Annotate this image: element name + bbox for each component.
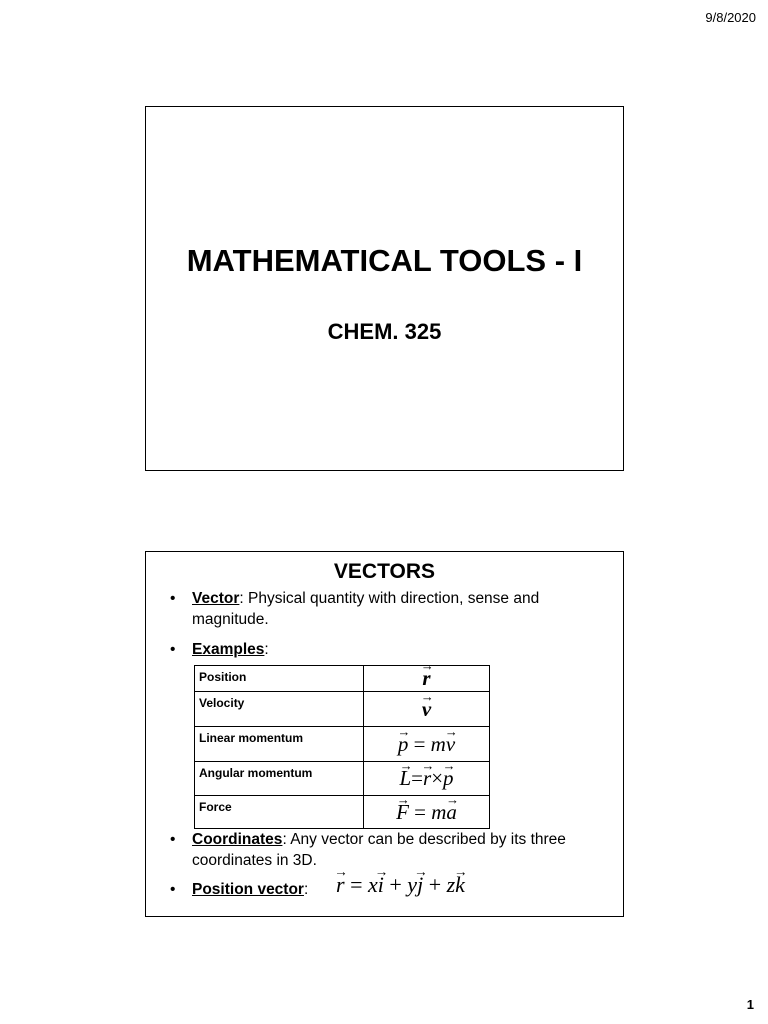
row-equation: → F = m→ a xyxy=(364,796,490,829)
bullet-dot: • xyxy=(170,590,176,607)
table-row xyxy=(195,796,490,829)
bullet-dot: • xyxy=(170,831,176,848)
row-label: Position xyxy=(195,666,364,692)
bullet-text: : xyxy=(303,881,309,898)
bullet-text: : Any vector can be described by its three coordinates in 3D. xyxy=(192,831,566,869)
slide-title: VECTORS xyxy=(333,560,436,583)
row-label: Linear momentum xyxy=(195,727,364,762)
vectors-slide xyxy=(145,551,624,917)
bullet-text: : Physical quantity with direction, sense and magnitude. xyxy=(192,590,540,628)
header-date: 9/8/2020 xyxy=(705,10,756,25)
bullet-coordinates xyxy=(170,829,609,871)
bullet-dot: • xyxy=(170,641,176,658)
row-label: Force xyxy=(195,796,364,829)
title-slide xyxy=(145,106,624,471)
bullet-keyword: Coordinates xyxy=(192,831,283,848)
row-equation: → v xyxy=(364,692,490,727)
table-row xyxy=(195,762,490,796)
row-equation: → r xyxy=(364,666,490,692)
slide-title: MATHEMATICAL TOOLS - I xyxy=(186,243,583,278)
bullet-text: : xyxy=(264,641,269,658)
page-number: 1 xyxy=(746,997,754,1012)
bullet-examples xyxy=(170,639,609,660)
bullet-dot: • xyxy=(170,881,176,898)
bullet-keyword: Vector xyxy=(192,590,240,607)
table-row xyxy=(195,727,490,762)
row-equation: → p = m→ v xyxy=(364,727,490,762)
bullet-vector xyxy=(170,588,609,630)
table-row xyxy=(195,692,490,727)
position-vector-equation: → r = x→ i + y→ j + z→ k xyxy=(336,872,465,898)
bullet-keyword: Position vector xyxy=(192,881,304,898)
row-label: Velocity xyxy=(195,692,364,727)
table-row xyxy=(195,666,490,692)
row-label: Angular momentum xyxy=(195,762,364,796)
examples-table xyxy=(194,665,490,829)
bullet-keyword: Examples xyxy=(192,641,265,658)
row-equation: → L=→ r×→ p xyxy=(364,762,490,796)
course-code: CHEM. 325 xyxy=(327,319,442,344)
